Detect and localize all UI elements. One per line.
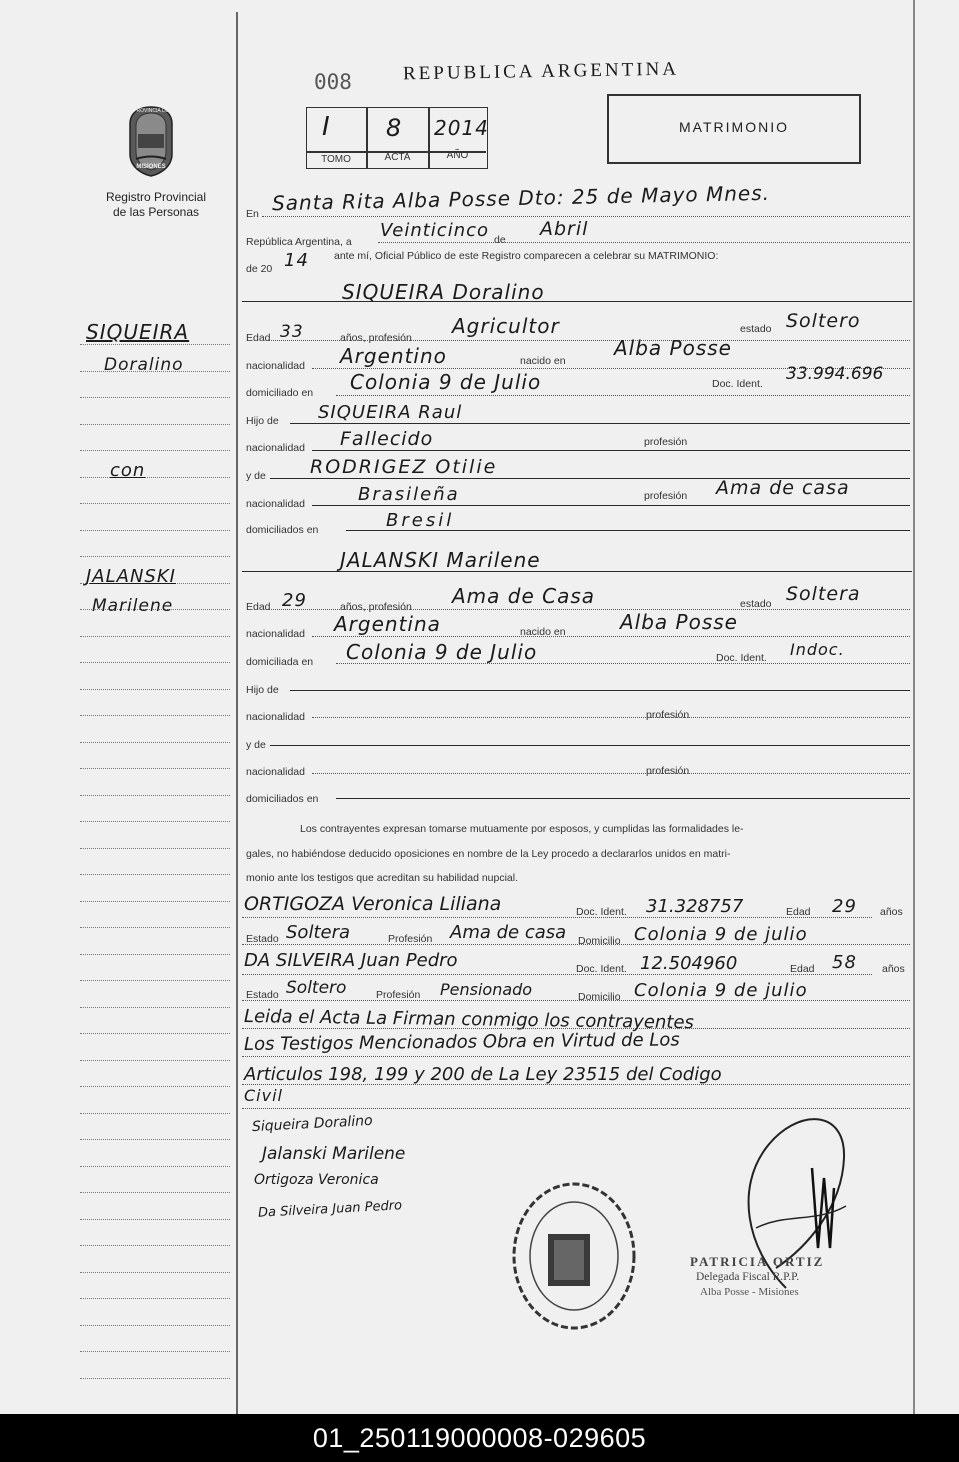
seal-text-bottom: MISIONES [136, 164, 166, 170]
witness2-estado-label: Estado [246, 989, 279, 1001]
margin-guide-line [80, 768, 230, 769]
groom-birthplace: Alba Posse [614, 336, 732, 360]
intro-statement: ante mí, Oficial Público de este Registro comparecen a celebrar su MATRIMONIO: [334, 250, 719, 262]
legal-text-2: gales, no habiéndose deducido oposiciones en nombre de la Ley procedo a declararlos unidos en matri- [246, 848, 731, 860]
groom-father-prof-label: profesión [644, 436, 688, 448]
groom-profession: Agricultor [452, 314, 560, 338]
groom-name: SIQUEIRA Doralino [342, 280, 545, 304]
margin-guide-line [80, 1272, 230, 1273]
margin-guide-line [80, 662, 230, 663]
margin-bride-first: Marilene [92, 596, 174, 616]
witness1-domicile: Colonia 9 de julio [634, 924, 808, 945]
witness2-name: DA SILVEIRA Juan Pedro [244, 950, 458, 971]
groom-mother-nac-label: nacionalidad [246, 498, 305, 510]
fill-line [336, 663, 910, 664]
signature-4: Da Silveira Juan Pedro [257, 1198, 403, 1221]
fill-line [312, 717, 910, 718]
witness2-dom-label: Domicilio [578, 991, 621, 1003]
groom-estado: Soltero [786, 310, 861, 332]
bride-name-line [242, 571, 912, 572]
margin-guide-line [80, 1351, 230, 1352]
witness2-anos-label: años [882, 963, 905, 975]
fill-line [242, 1028, 910, 1029]
witness2-doc-label: Doc. Ident. [576, 963, 627, 975]
groom-father-nationality: Fallecido [340, 428, 434, 450]
bride-nationality: Argentina [334, 612, 441, 636]
groom-doc-label: Doc. Ident. [712, 378, 763, 390]
margin-guide-line [80, 1245, 230, 1246]
margin-guide-line [80, 397, 230, 398]
official-stamp-title: Delegada Fiscal R.P.P. [696, 1271, 800, 1283]
witness1-estado: Soltera [286, 922, 351, 943]
margin-guide-line [80, 1378, 230, 1379]
groom-parents-domicile: Bresil [386, 510, 455, 531]
fill-line [290, 423, 910, 424]
bride-mother-nac-label: nacionalidad [246, 766, 305, 778]
place: Santa Rita Alba Posse Dto: 25 de Mayo Mnes. [271, 180, 771, 216]
margin-guide-line [80, 530, 230, 531]
groom-mother-nationality: Brasileña [358, 484, 460, 505]
groom-mother-profession: Ama de casa [716, 477, 850, 499]
groom-name-line [242, 301, 912, 302]
de-label: de [494, 234, 506, 246]
witness1-anos-label: años [880, 906, 903, 918]
margin-con: con [110, 460, 146, 481]
fill-line [336, 798, 910, 799]
act-type: MATRIMONIO [679, 119, 789, 135]
margin-guide-line [80, 795, 230, 796]
round-stamp [508, 1180, 640, 1332]
margin-bride-surname: JALANSKI [86, 566, 176, 587]
month: Abril [540, 218, 589, 240]
margin-guide-line [80, 1192, 230, 1193]
witness1-doc: 31.328757 [646, 896, 744, 917]
margin-guide-line [80, 1007, 230, 1008]
groom-nationality: Argentino [340, 344, 447, 368]
fill-line [270, 745, 910, 746]
witness1-age: 29 [832, 896, 857, 917]
fill-line [242, 1000, 910, 1001]
year-prefix: de 20 [246, 263, 273, 275]
bride-father-prof-label: profesión [646, 709, 690, 721]
witness2-doc: 12.504960 [640, 953, 738, 974]
bride-yde-label: y de [246, 739, 266, 751]
fill-line [378, 242, 910, 243]
fill-line [346, 530, 910, 531]
bride-nacido-label: nacido en [520, 626, 566, 638]
groom-domicile: Colonia 9 de Julio [350, 370, 542, 394]
acta-label: ACTA [384, 152, 411, 163]
margin-guide-line [80, 1298, 230, 1299]
bride-dom-label: domiciliada en [246, 656, 314, 668]
margin-guide-line [80, 848, 230, 849]
signature-2: Jalanski Marilene [262, 1144, 406, 1164]
bride-parents-dom-label: domiciliados en [246, 793, 319, 805]
margin-groom-first: Doralino [104, 355, 184, 375]
note-line-2: Los Testigos Mencionados Obra en Virtud de Los [243, 1029, 680, 1055]
margin-guide-line [80, 1325, 230, 1326]
tomo-label: TOMO [321, 154, 351, 165]
bride-doc-label: Doc. Ident. [716, 652, 767, 664]
margin-guide-line [80, 689, 230, 690]
groom-dom-label: domiciliado en [246, 387, 314, 399]
acta-value: 8 [386, 114, 403, 142]
province-seal [122, 104, 180, 178]
form-number: 008 [314, 70, 352, 94]
fill-line [242, 944, 910, 945]
witness1-edad-label: Edad [786, 906, 811, 918]
bride-profession: Ama de Casa [452, 584, 596, 608]
bride-age: 29 [282, 590, 307, 611]
document-id-footer: 01_250119000008-029605 [0, 1414, 959, 1462]
country-title: REPUBLICA ARGENTINA [402, 58, 680, 85]
day: Veinticinco [380, 220, 490, 241]
bride-mother-prof-label: profesión [646, 765, 690, 777]
bride-anos-label: años, profesión [340, 601, 412, 613]
witness2-age: 58 [832, 952, 857, 973]
bride-name: JALANSKI Marilene [340, 548, 541, 572]
right-margin-rule [913, 0, 915, 1414]
legal-text-3: monio ante los testigos que acreditan su habilidad nupcial. [246, 872, 519, 884]
witness1-prof-label: Profesión [388, 933, 433, 945]
margin-guide-line [80, 556, 230, 557]
bride-domicile: Colonia 9 de Julio [346, 640, 538, 664]
margin-guide-line [80, 636, 230, 637]
fill-line [242, 974, 872, 975]
groom-yde-label: y de [246, 470, 266, 482]
margin-guide-line [80, 1219, 230, 1220]
margin-guide-line [80, 874, 230, 875]
fill-line [312, 450, 910, 451]
bride-hijo-label: Hijo de [246, 684, 279, 696]
margin-guide-line [80, 927, 230, 928]
margin-guide-line [80, 477, 230, 478]
margin-guide-line [80, 424, 230, 425]
groom-parents-dom-label: domiciliados en [246, 524, 319, 536]
margin-guide-line [80, 821, 230, 822]
fill-line [290, 690, 910, 691]
witness2-domicile: Colonia 9 de julio [634, 980, 808, 1001]
margin-guide-line [80, 1113, 230, 1114]
fill-line [242, 917, 872, 918]
margin-guide-line [80, 503, 230, 504]
margin-guide-line [80, 1060, 230, 1061]
groom-edad-label: Edad [246, 332, 271, 344]
margin-guide-line [80, 1166, 230, 1167]
margin-guide-line [80, 1086, 230, 1087]
republic-label: República Argentina, a [246, 236, 352, 248]
witness1-dom-label: Domicilio [578, 935, 621, 947]
anio-label: AÑO [446, 150, 469, 161]
bride-estado-label: estado [740, 598, 772, 610]
bride-nac-label: nacionalidad [246, 628, 305, 640]
bride-doc: Indoc. [790, 640, 845, 659]
groom-hijo-label: Hijo de [246, 415, 279, 427]
bride-estado: Soltera [786, 583, 861, 605]
witness1-doc-label: Doc. Ident. [576, 906, 627, 918]
groom-father-nac-label: nacionalidad [246, 442, 305, 454]
groom-anos-label: años, profesión [340, 332, 412, 344]
official-stamp-place: Alba Posse - Misiones [700, 1286, 799, 1298]
fill-line [312, 636, 910, 637]
fill-line [242, 1056, 910, 1057]
fill-line [268, 609, 910, 610]
margin-guide-line [80, 1033, 230, 1034]
margin-guide-line [80, 344, 230, 345]
legal-text-1: Los contrayentes expresan tomarse mutuamente por esposos, y cumplidas las formalidades le- [300, 823, 744, 835]
year-suffix: 14 [284, 250, 309, 271]
witness1-name: ORTIGOZA Veronica Liliana [244, 893, 502, 915]
witness2-profession: Pensionado [440, 980, 533, 999]
margin-guide-line [80, 450, 230, 451]
tomo-value: I [322, 112, 331, 142]
groom-age: 33 [280, 322, 304, 342]
groom-nac-label: nacionalidad [246, 360, 305, 372]
margin-guide-line [80, 715, 230, 716]
fill-line [312, 505, 910, 506]
witness2-prof-label: Profesión [376, 989, 421, 1001]
witness1-estado-label: Estado [246, 933, 279, 945]
registry-line-1: Registro Provincial [105, 190, 207, 204]
fill-line [268, 340, 910, 341]
note-line-4: Civil [244, 1086, 283, 1105]
margin-guide-line [80, 980, 230, 981]
bride-birthplace: Alba Posse [620, 610, 738, 634]
fill-line [242, 1084, 910, 1085]
note-line-3: Articulos 198, 199 y 200 de La Ley 23515 del Codigo [244, 1064, 722, 1085]
anio-value: 2014 [434, 116, 489, 140]
groom-mother-prof-label: profesión [644, 490, 688, 502]
witness2-edad-label: Edad [790, 963, 815, 975]
fill-line [312, 773, 910, 774]
margin-guide-line [80, 1139, 230, 1140]
en-label: En [246, 208, 259, 220]
signature-1: Siqueira Doralino [251, 1112, 374, 1136]
groom-estado-label: estado [740, 323, 772, 335]
witness1-profession: Ama de casa [450, 922, 567, 943]
groom-doc: 33.994.696 [786, 364, 884, 384]
witness2-estado: Soltero [286, 978, 347, 998]
groom-father: SIQUEIRA Raul [318, 402, 463, 423]
signature-3: Ortigoza Veronica [254, 1172, 379, 1188]
bride-edad-label: Edad [246, 601, 271, 613]
margin-guide-line [80, 742, 230, 743]
seal-text-top: PROVINCIA DE [133, 108, 169, 114]
bride-father-nac-label: nacionalidad [246, 711, 305, 723]
margin-groom-surname: SIQUEIRA [86, 320, 190, 344]
official-stamp-name: PATRICIA ORTIZ [690, 1254, 825, 1269]
note-line-1: Leida el Acta La Firman conmigo los contrayentes [243, 1006, 695, 1034]
margin-guide-line [80, 954, 230, 955]
fill-line [336, 395, 910, 396]
groom-nacido-label: nacido en [520, 355, 566, 367]
fill-line [262, 216, 910, 217]
groom-mother: RODRIGEZ Otilie [310, 456, 498, 478]
registry-line-2: de las Personas [112, 205, 200, 219]
left-margin-rule [236, 12, 238, 1414]
margin-guide-line [80, 901, 230, 902]
